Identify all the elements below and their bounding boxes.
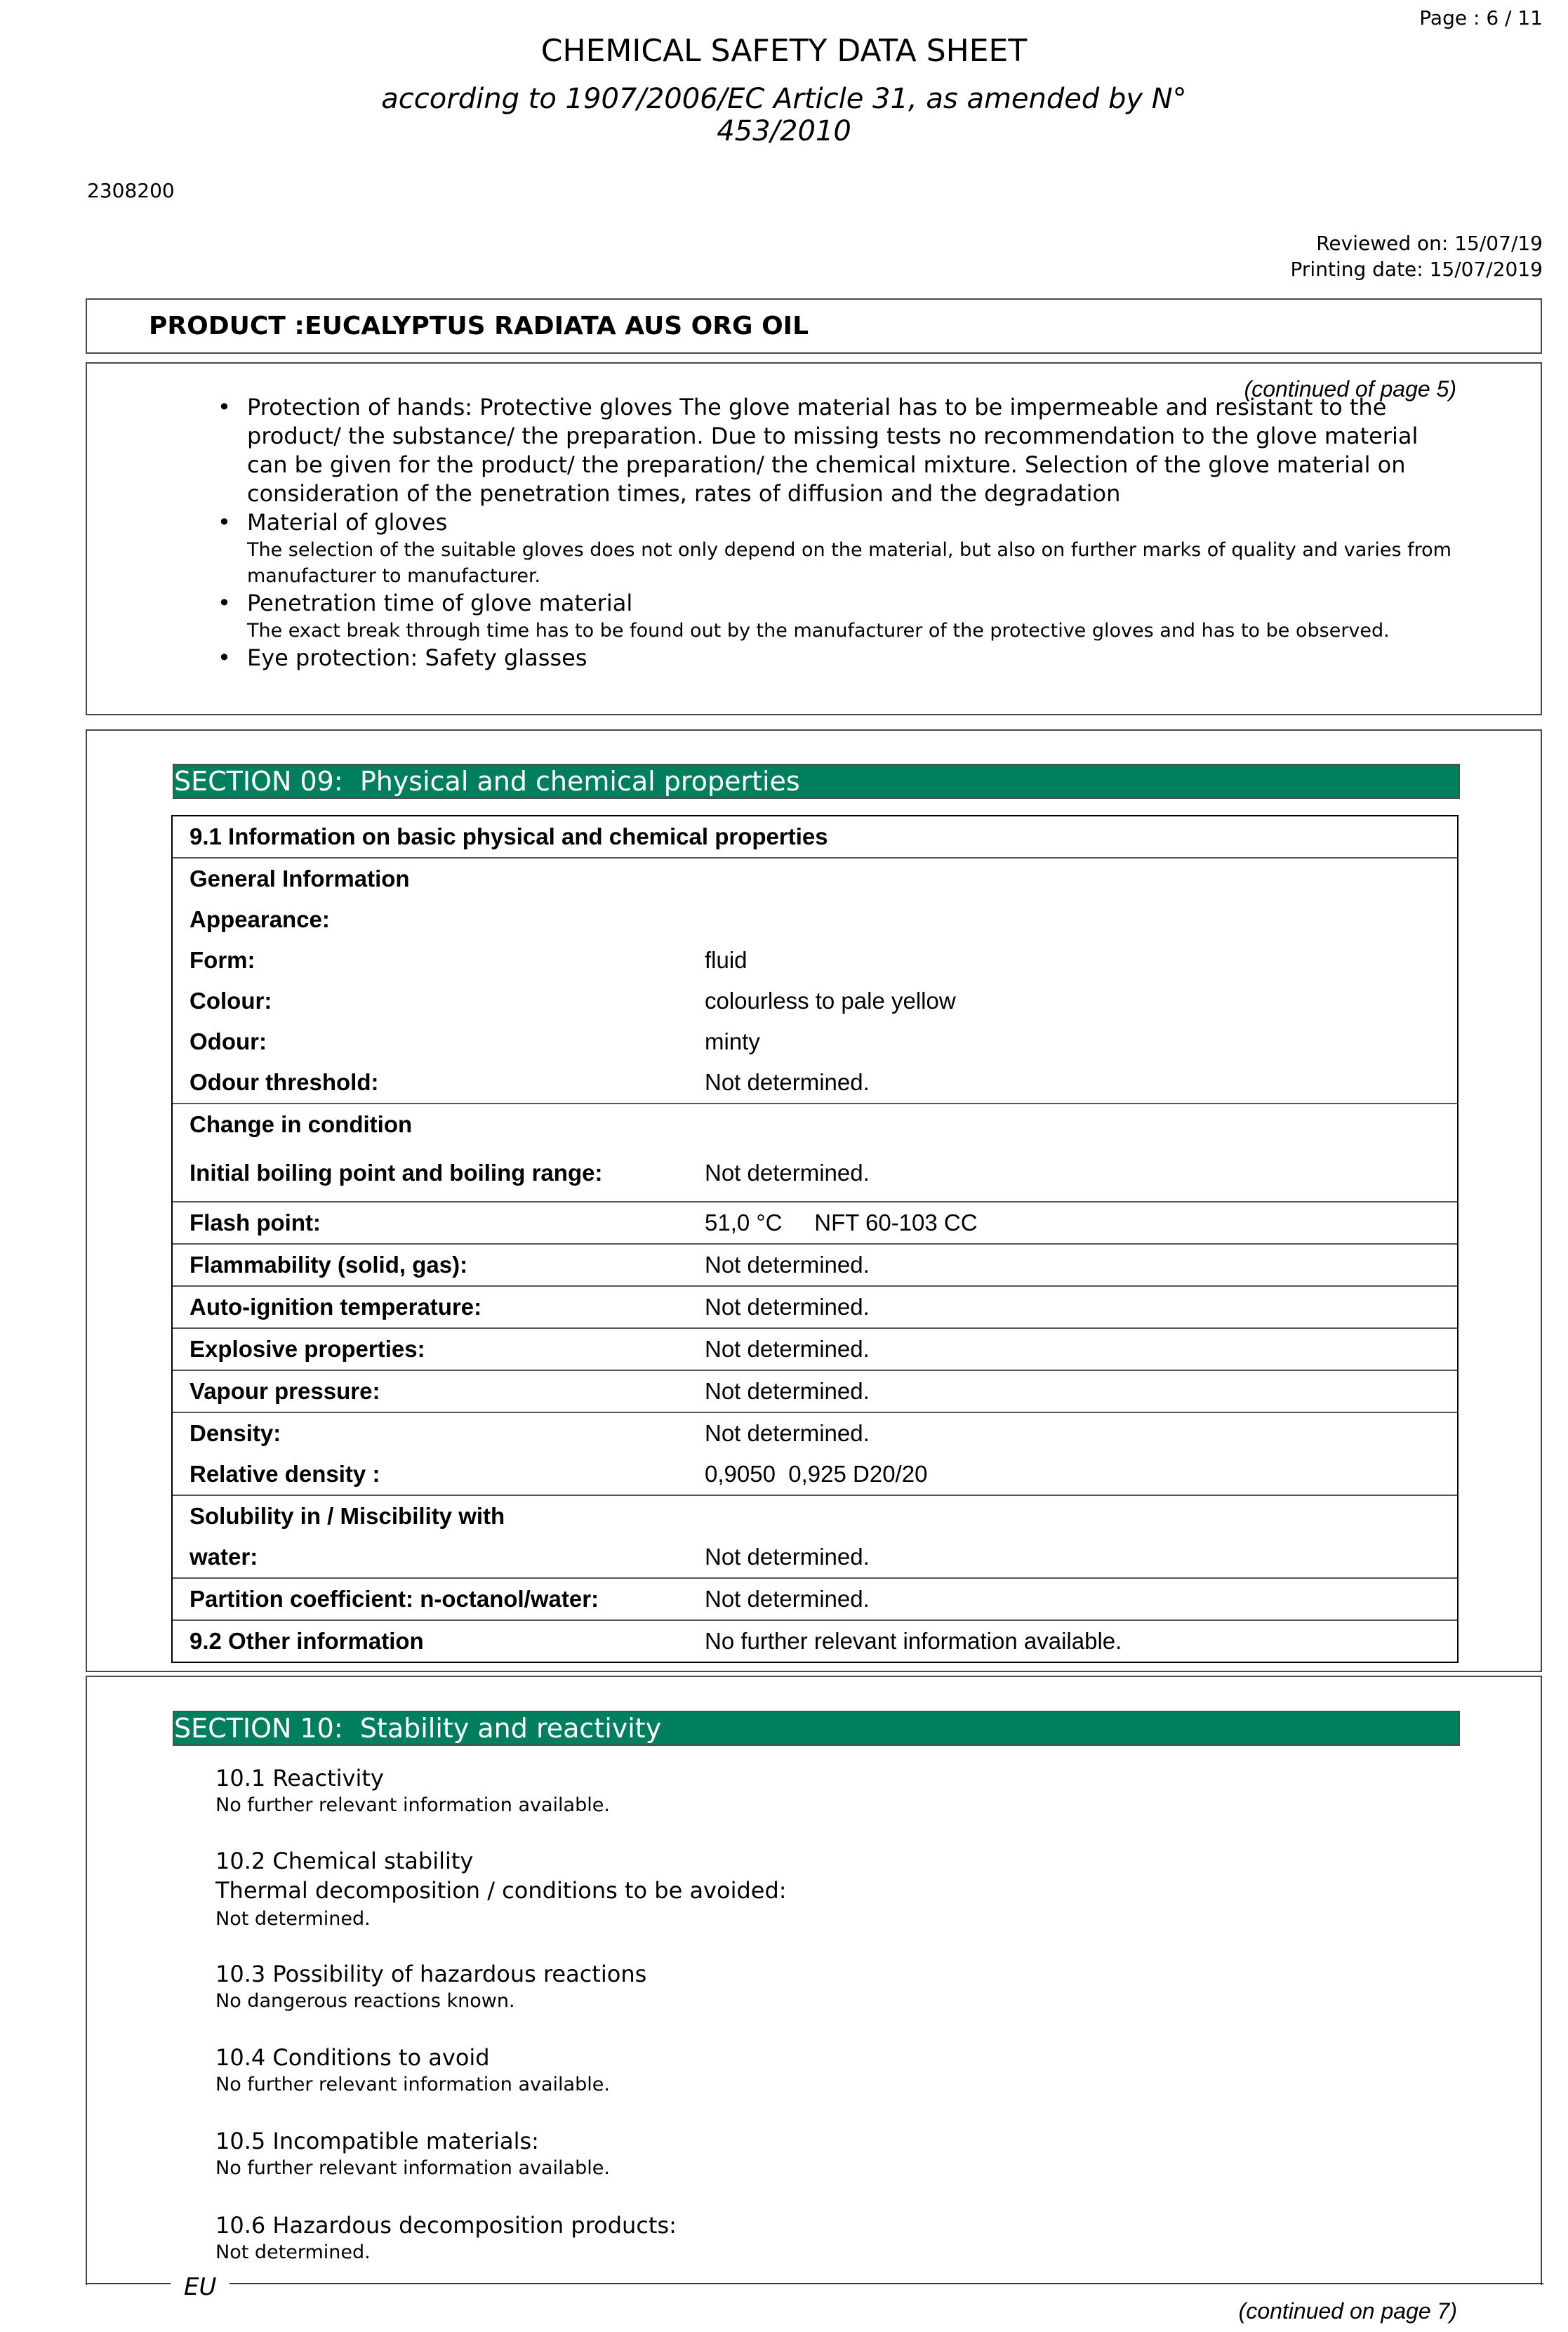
ppe-item-glove-material (87, 508, 1454, 589)
stability-item-hazardous-reactions (215, 1960, 646, 2015)
table-row (173, 1537, 1457, 1577)
stability-item-conditions-to-avoid (215, 2043, 610, 2098)
property-label: Partition coefficient: n-octanol/water: (190, 1586, 599, 1612)
property-label: Odour threshold: (190, 1069, 379, 1095)
stability-item-title: 10.1 Reactivity (215, 1765, 384, 1791)
bullet-icon: • (218, 509, 231, 536)
property-label: 9.1 Information on basic physical and chemical properties (190, 823, 828, 849)
ppe-list (87, 393, 1454, 673)
subtitle-line-2: 453/2010 (717, 115, 851, 147)
bullet-icon: • (218, 644, 231, 671)
bullet-icon: • (218, 590, 231, 616)
ppe-item-detail: The exact break through time has to be found out by the manufacturer of the protective gloves and has to be observed. (247, 620, 1390, 642)
ppe-item-title: Protection of hands: Protective gloves The glove material has to be impermeable and resistant to the product/ the substance/ the preparation. Due to missing tests no recommendation to the glove material can be given for the product/ the preparation/ the chemical mixture. Selection of the glove material on consideration of the penetration times, rates of diffusion and the degradation (247, 394, 1418, 507)
property-label: Density: (190, 1420, 281, 1446)
document-subtitle (0, 83, 1568, 147)
property-label: Change in condition (190, 1111, 413, 1137)
property-label: Auto-ignition temperature: (190, 1294, 482, 1320)
table-row (173, 1413, 1457, 1454)
table-row (173, 1245, 1457, 1285)
table-row (173, 859, 1457, 899)
table-row (173, 1104, 1457, 1145)
stability-item-title: 10.5 Incompatible materials: (215, 2128, 539, 2154)
property-group (173, 1243, 1457, 1285)
property-value: Not determined. (705, 1294, 870, 1320)
property-value: 51,0 °C NFT 60-103 CC (705, 1210, 978, 1235)
property-group (173, 1327, 1457, 1370)
ppe-item-title: Penetration time of glove material (247, 590, 633, 616)
property-value: Not determined. (705, 1544, 870, 1570)
section-10-heading: SECTION 10: Stability and reactivity (173, 1711, 1460, 1746)
document-title: CHEMICAL SAFETY DATA SHEET (540, 33, 1028, 69)
property-group (173, 1412, 1457, 1495)
property-label: Appearance: (190, 906, 330, 932)
stability-item-text: No dangerous reactions known. (215, 1990, 515, 2012)
stability-item-title: 10.6 Hazardous decomposition products: (215, 2212, 677, 2239)
stability-item-subtitle: Thermal decomposition / conditions to be avoided: (215, 1877, 787, 1904)
ppe-item-detail: The selection of the suitable gloves does not only depend on the material, but also on further marks of quality and varies from manufacturer to manufacturer. (247, 539, 1451, 587)
table-row (173, 1329, 1457, 1370)
table-row (173, 1454, 1457, 1495)
table-row (173, 1371, 1457, 1412)
subtitle-line-1: according to 1907/2006/EC Article 31, as amended by N° (381, 83, 1187, 115)
ppe-continuation-box (86, 362, 1542, 715)
property-label: Relative density : (190, 1461, 380, 1487)
table-row (173, 1287, 1457, 1327)
property-value: fluid (705, 947, 748, 973)
footer-region-label: EU (184, 2273, 217, 2301)
property-group (173, 1577, 1457, 1619)
stability-item-title: 10.2 Chemical stability (215, 1848, 474, 1874)
ppe-item-hand-protection (87, 393, 1454, 508)
stability-item-title: 10.3 Possibility of hazardous reactions (215, 1961, 647, 1987)
property-group (173, 1201, 1457, 1243)
table-row (173, 899, 1457, 940)
stability-item-text: No further relevant information available. (215, 2074, 610, 2095)
property-value: Not determined. (705, 1252, 870, 1278)
property-label: Odour: (190, 1028, 267, 1054)
property-value: minty (705, 1028, 760, 1054)
physical-properties-table (171, 815, 1459, 1663)
property-label: Vapour pressure: (190, 1378, 380, 1404)
ppe-item-title: Eye protection: Safety glasses (247, 644, 587, 671)
continued-on-note: (continued on page 7) (1238, 2298, 1457, 2324)
stability-item-text: No further relevant information available. (215, 2157, 610, 2179)
table-row (173, 1062, 1457, 1103)
property-value: Not determined. (705, 1420, 870, 1446)
document-code: 2308200 (87, 179, 175, 202)
property-group (173, 1370, 1457, 1412)
table-row (173, 940, 1457, 981)
stability-item-reactivity (215, 1764, 610, 1819)
property-label: Flash point: (190, 1210, 321, 1235)
footer-rule-right (230, 2283, 1543, 2284)
table-row (173, 1203, 1457, 1243)
property-label: Initial boiling point and boiling range: (190, 1160, 603, 1186)
ppe-item-penetration-time (87, 589, 1454, 644)
table-row (173, 1496, 1457, 1537)
property-value: Not determined. (705, 1336, 870, 1362)
property-label: 9.2 Other information (190, 1628, 424, 1654)
property-group (173, 1103, 1457, 1201)
footer-rule-left (86, 2283, 171, 2284)
stability-item-text: No further relevant information available. (215, 1794, 610, 1816)
stability-item-text: Not determined. (215, 2241, 371, 2263)
ppe-item-title: Material of gloves (247, 509, 448, 536)
table-row (173, 1021, 1457, 1062)
table-row (173, 1145, 1457, 1201)
printing-date: Printing date: 15/07/2019 (1290, 258, 1543, 281)
table-row (173, 1579, 1457, 1619)
product-box (86, 298, 1542, 354)
property-value: Not determined. (705, 1069, 870, 1095)
stability-item-decomposition-products (215, 2211, 677, 2266)
property-label: General Information (190, 866, 410, 892)
table-row (173, 816, 1457, 857)
continued-from-note: (continued of page 5) (1244, 376, 1456, 402)
property-value: colourless to pale yellow (705, 988, 956, 1014)
property-label: water: (190, 1544, 258, 1570)
page-indicator: Page : 6 / 11 (1419, 6, 1543, 29)
stability-item-chemical-stability (215, 1847, 787, 1933)
property-label: Explosive properties: (190, 1336, 425, 1362)
property-label: Flammability (solid, gas): (190, 1252, 468, 1278)
property-group (173, 1285, 1457, 1327)
product-label: PRODUCT : (149, 312, 305, 340)
property-group (173, 1495, 1457, 1577)
property-group (173, 857, 1457, 1103)
property-label: Solubility in / Miscibility with (190, 1503, 505, 1529)
stability-item-text: Not determined. (215, 1908, 371, 1930)
property-value: 0,9050 0,925 D20/20 (705, 1461, 928, 1487)
reviewed-date: Reviewed on: 15/07/19 (1316, 232, 1543, 255)
property-value: Not determined. (705, 1378, 870, 1404)
ppe-item-eye-protection (87, 644, 1454, 673)
stability-item-title: 10.4 Conditions to avoid (215, 2044, 490, 2071)
property-value: Not determined. (705, 1586, 870, 1612)
table-row (173, 981, 1457, 1021)
section-09-heading: SECTION 09: Physical and chemical properties (173, 764, 1460, 799)
table-row (173, 1621, 1457, 1662)
property-value: Not determined. (705, 1160, 870, 1186)
document-dates (1291, 230, 1543, 282)
property-group (173, 1619, 1457, 1662)
property-label: Colour: (190, 988, 272, 1014)
product-name: EUCALYPTUS RADIATA AUS ORG OIL (305, 312, 809, 340)
stability-item-incompatible-materials (215, 2127, 610, 2182)
bullet-icon: • (218, 394, 231, 420)
property-label: Form: (190, 947, 255, 973)
property-value: No further relevant information available. (705, 1628, 1122, 1654)
property-group (173, 816, 1457, 857)
